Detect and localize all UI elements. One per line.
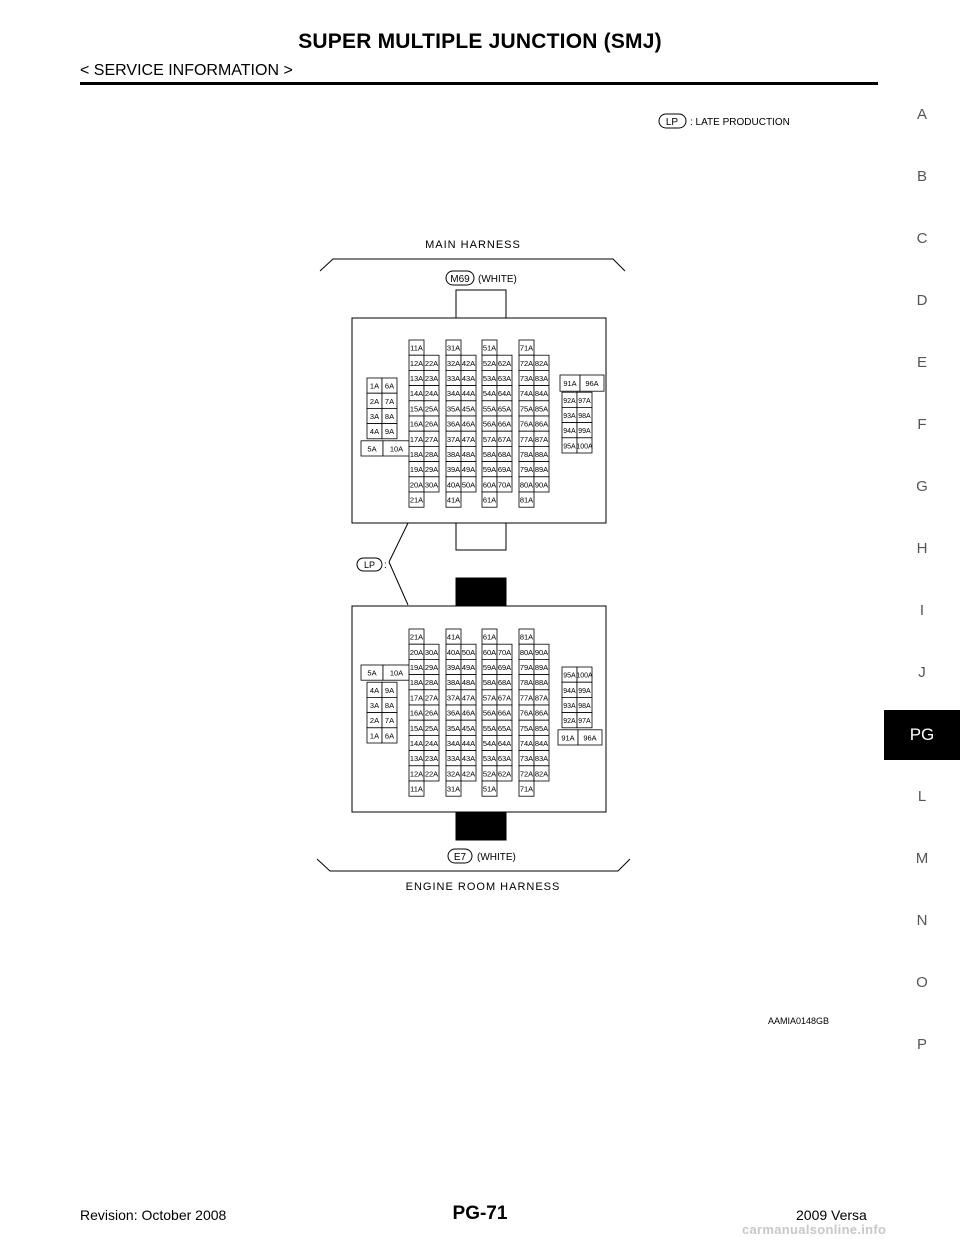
e7-connector-id: E7	[453, 852, 467, 863]
lp-legend	[659, 114, 790, 128]
terminal-label: 7A	[384, 716, 395, 726]
terminal-label: 94A	[563, 687, 576, 695]
terminal-label: 47A	[461, 434, 476, 444]
terminal-label: 88A	[534, 678, 549, 688]
terminal-label: 45A	[461, 404, 476, 414]
terminal-label: 37A	[446, 693, 461, 703]
terminal-label: 75A	[519, 723, 534, 733]
m69-connector-id: M69	[450, 274, 470, 285]
main-harness-outline	[320, 259, 625, 271]
terminal-label: 49A	[461, 663, 476, 672]
terminal-label: 40A	[446, 647, 461, 657]
terminal-label: 89A	[534, 465, 549, 475]
terminal-label: 52A	[482, 769, 497, 779]
revision-date: Revision: October 2008	[80, 1207, 227, 1223]
terminal-label: 1A	[369, 381, 380, 391]
section-index-e[interactable]: E	[916, 354, 927, 371]
terminal-label: 3A	[369, 701, 380, 710]
terminal-label: 16A	[409, 708, 424, 718]
section-index-pg[interactable]: PG	[884, 710, 960, 760]
terminal-label: 73A	[519, 374, 534, 383]
terminal-label: 19A	[409, 663, 424, 672]
terminal-label: 83A	[534, 754, 549, 764]
terminal-label: 4A	[369, 427, 380, 437]
terminal-label: 25A	[424, 404, 439, 414]
terminal-label: 100A	[576, 672, 593, 680]
terminal-label: 57A	[482, 693, 497, 703]
terminal-label: 7A	[384, 396, 395, 406]
terminal-label: 9A	[384, 685, 395, 695]
terminal-label: 84A	[534, 389, 549, 399]
terminal-label: 40A	[446, 480, 461, 490]
e7-connector-label	[448, 849, 516, 863]
terminal-label: 34A	[446, 389, 461, 399]
terminal-label: 17A	[409, 434, 424, 444]
terminal-label: 43A	[461, 754, 476, 764]
section-subtitle: < SERVICE INFORMATION >	[80, 62, 293, 79]
terminal-label: 8A	[384, 412, 395, 421]
terminal-label: 89A	[534, 663, 549, 672]
terminal-label: 92A	[563, 397, 576, 405]
terminal-label: 5A	[367, 444, 377, 454]
terminal-label: 18A	[409, 450, 424, 459]
terminal-label: 95A	[563, 672, 576, 680]
terminal-label: 58A	[482, 678, 497, 688]
terminal-label: 65A	[497, 404, 512, 414]
terminal-label: 50A	[461, 480, 476, 490]
terminal-label: 46A	[461, 419, 476, 429]
terminal-label: 59A	[482, 465, 497, 475]
terminal-label: 6A	[384, 381, 395, 391]
terminal-label: 93A	[563, 413, 576, 420]
figure-id: AAMIA0148GB	[768, 1016, 830, 1026]
terminal-label: 97A	[578, 718, 591, 726]
section-index-l[interactable]: L	[917, 788, 927, 805]
lp-legend-text: : LATE PRODUCTION	[690, 117, 790, 128]
terminal-label: 11A	[410, 343, 423, 353]
terminal-label: 77A	[519, 434, 534, 444]
section-index-h[interactable]: H	[916, 540, 928, 557]
terminal-label: 24A	[424, 739, 439, 748]
section-index-c[interactable]: C	[916, 230, 928, 247]
terminal-label: 76A	[519, 419, 534, 429]
terminal-label: 78A	[519, 678, 534, 688]
terminal-label: 49A	[461, 465, 476, 475]
terminal-label: 66A	[497, 708, 512, 718]
terminal-label: 95A	[563, 443, 576, 451]
terminal-label: 79A	[519, 465, 534, 475]
terminal-label: 57A	[482, 434, 497, 444]
terminal-label: 35A	[446, 404, 461, 414]
terminal-label: 63A	[497, 374, 512, 383]
terminal-label: 18A	[409, 678, 424, 688]
terminal-label: 70A	[497, 480, 512, 490]
terminal-label: 28A	[424, 678, 439, 688]
e7-connector-color: (WHITE)	[477, 852, 516, 863]
terminal-label: 60A	[482, 647, 497, 657]
terminal-label: 75A	[519, 404, 534, 414]
terminal-label: 45A	[461, 723, 476, 733]
terminal-label: 59A	[482, 663, 497, 672]
terminal-label: 4A	[369, 685, 380, 695]
terminal-label: 61A	[482, 632, 497, 642]
terminal-label: 91A	[563, 379, 577, 389]
terminal-label: 73A	[519, 754, 534, 764]
terminal-label: 55A	[482, 404, 497, 414]
terminal-label: 51A	[482, 343, 497, 353]
terminal-label: 51A	[482, 784, 497, 794]
terminal-label: 50A	[461, 647, 476, 657]
vehicle-model: 2009 Versa	[796, 1207, 867, 1223]
engine-harness-outline	[317, 859, 630, 871]
terminal-label: 26A	[424, 419, 439, 429]
watermark-text: carmanualsonline.info	[742, 1222, 887, 1237]
terminal-label: 12A	[409, 769, 424, 779]
terminal-label: 38A	[446, 450, 461, 459]
lp-callout-colon: :	[384, 560, 387, 571]
terminal-label: 58A	[482, 450, 497, 459]
terminal-label: 47A	[461, 693, 476, 703]
terminal-label: 15A	[409, 723, 424, 733]
terminal-label: 30A	[424, 647, 439, 657]
page-number: PG-71	[452, 1203, 508, 1224]
terminal-label: 91A	[561, 733, 575, 743]
terminal-label: 39A	[446, 465, 461, 475]
terminal-label: 24A	[424, 389, 439, 399]
m69-connector-color: (WHITE)	[478, 274, 517, 285]
terminal-label: 98A	[578, 413, 591, 420]
terminal-label: 9A	[384, 427, 395, 437]
terminal-label: 79A	[519, 663, 534, 672]
terminal-label: 97A	[578, 397, 591, 405]
terminal-label: 85A	[534, 404, 549, 414]
terminal-label: 92A	[563, 718, 576, 726]
engine-harness-label: ENGINE ROOM HARNESS	[405, 881, 561, 893]
terminal-label: 10A	[389, 444, 404, 454]
section-index-d[interactable]: D	[916, 292, 928, 309]
terminal-label: 63A	[497, 754, 512, 764]
terminal-label: 85A	[534, 723, 549, 733]
e7-bottom-tab	[456, 812, 506, 840]
section-index-a[interactable]: A	[916, 106, 927, 123]
terminal-label: 93A	[563, 703, 576, 710]
terminal-label: 32A	[446, 769, 461, 779]
terminal-label: 5A	[367, 668, 377, 678]
terminal-label: 13A	[409, 754, 424, 764]
terminal-label: 15A	[409, 404, 424, 414]
terminal-label: 52A	[482, 358, 497, 368]
terminal-label: 90A	[534, 647, 549, 657]
section-index-n[interactable]: N	[916, 912, 928, 929]
section-index-g[interactable]: G	[916, 478, 928, 495]
terminal-label: 56A	[482, 419, 497, 429]
terminal-label: 3A	[369, 412, 380, 421]
terminal-label: 80A	[519, 647, 534, 657]
terminal-label: 22A	[424, 769, 439, 779]
terminal-label: 25A	[424, 723, 439, 733]
terminal-label: 71A	[519, 784, 534, 794]
terminal-label: 54A	[482, 739, 497, 748]
terminal-label: 96A	[585, 379, 599, 389]
terminal-label: 16A	[409, 419, 424, 429]
terminal-label: 83A	[534, 374, 549, 383]
terminal-label: 32A	[446, 358, 461, 368]
terminal-label: 99A	[578, 687, 591, 695]
terminal-label: 72A	[519, 769, 534, 779]
terminal-label: 30A	[424, 480, 439, 490]
terminal-label: 76A	[519, 708, 534, 718]
terminal-label: 31A	[446, 343, 461, 353]
terminal-label: 56A	[482, 708, 497, 718]
terminal-label: 69A	[497, 663, 512, 672]
terminal-label: 41A	[446, 632, 461, 642]
terminal-label: 86A	[534, 419, 549, 429]
terminal-label: 96A	[583, 733, 597, 743]
terminal-label: 34A	[446, 739, 461, 748]
terminal-label: 17A	[409, 693, 424, 703]
terminal-label: 54A	[482, 389, 497, 399]
section-index-p[interactable]: P	[916, 1036, 927, 1053]
terminal-label: 21A	[409, 495, 424, 505]
terminal-label: 87A	[534, 434, 549, 444]
terminal-label: 71A	[519, 343, 534, 353]
terminal-label: 20A	[409, 647, 424, 657]
terminal-label: 84A	[534, 739, 549, 748]
terminal-label: 81A	[519, 495, 534, 505]
terminal-label: 64A	[497, 739, 512, 748]
terminal-label: 29A	[424, 465, 439, 475]
terminal-label: 36A	[446, 419, 461, 429]
terminal-label: 1A	[369, 731, 380, 741]
terminal-label: 82A	[534, 769, 549, 779]
main-harness-label: MAIN HARNESS	[425, 239, 521, 251]
terminal-label: 19A	[409, 465, 424, 475]
terminal-label: 27A	[424, 693, 439, 703]
terminal-label: 35A	[446, 723, 461, 733]
terminal-label: 64A	[497, 389, 512, 399]
terminal-label: 67A	[497, 434, 512, 444]
e7-top-tab	[456, 578, 506, 606]
terminal-label: 100A	[576, 443, 593, 451]
terminal-label: 41A	[446, 495, 461, 505]
terminal-label: 53A	[482, 754, 497, 764]
terminal-label: 99A	[578, 428, 591, 436]
terminal-label: 98A	[578, 703, 591, 710]
section-index-m[interactable]: M	[915, 850, 929, 867]
terminal-label: 14A	[409, 389, 424, 399]
section-index-b[interactable]: B	[916, 168, 927, 185]
m69-bottom-tab	[456, 523, 506, 550]
terminal-label: 31A	[446, 784, 461, 794]
terminal-label: 37A	[446, 434, 461, 444]
terminal-label: 60A	[482, 480, 497, 490]
terminal-label: 44A	[461, 389, 476, 399]
terminal-label: 29A	[424, 663, 439, 672]
terminal-label: 6A	[384, 731, 395, 741]
terminal-label: 48A	[461, 678, 476, 688]
terminal-label: 68A	[497, 450, 512, 459]
terminal-label: 88A	[534, 450, 549, 459]
terminal-label: 11A	[410, 784, 423, 794]
terminal-label: 65A	[497, 723, 512, 733]
lp-callout	[357, 523, 408, 605]
terminal-label: 44A	[461, 739, 476, 748]
section-index-i[interactable]: I	[919, 602, 925, 619]
terminal-label: 23A	[424, 374, 439, 383]
terminal-label: 21A	[409, 632, 424, 642]
section-index-o[interactable]: O	[916, 974, 928, 991]
terminal-label: 94A	[563, 428, 576, 436]
terminal-label: 36A	[446, 708, 461, 718]
terminal-label: 90A	[534, 480, 549, 490]
terminal-label: 28A	[424, 450, 439, 459]
terminal-label: 42A	[461, 769, 476, 779]
terminal-label: 2A	[369, 716, 380, 726]
terminal-label: 55A	[482, 723, 497, 733]
terminal-label: 10A	[389, 668, 404, 678]
terminal-label: 62A	[497, 769, 512, 779]
page-title: SUPER MULTIPLE JUNCTION (SMJ)	[298, 30, 662, 53]
terminal-label: 14A	[409, 739, 424, 748]
section-index-j[interactable]: J	[918, 664, 926, 681]
terminal-label: 38A	[446, 678, 461, 688]
terminal-label: 61A	[482, 495, 497, 505]
terminal-label: 42A	[461, 358, 476, 368]
terminal-label: 77A	[519, 693, 534, 703]
terminal-label: 82A	[534, 358, 549, 368]
terminal-label: 23A	[424, 754, 439, 764]
m69-top-tab	[456, 290, 506, 318]
terminal-label: 68A	[497, 678, 512, 688]
terminal-label: 12A	[409, 358, 424, 368]
terminal-label: 81A	[519, 632, 534, 642]
terminal-label: 72A	[519, 358, 534, 368]
lp-legend-symbol: LP	[665, 117, 679, 128]
terminal-label: 67A	[497, 693, 512, 703]
terminal-label: 53A	[482, 374, 497, 383]
terminal-label: 78A	[519, 450, 534, 459]
terminal-label: 26A	[424, 708, 439, 718]
m69-connector-label	[446, 271, 517, 285]
terminal-label: 22A	[424, 358, 439, 368]
terminal-label: 8A	[384, 701, 395, 710]
terminal-label: 43A	[461, 374, 476, 383]
terminal-label: 74A	[519, 739, 534, 748]
terminal-label: 13A	[409, 374, 424, 383]
terminal-label: 70A	[497, 647, 512, 657]
terminal-label: 80A	[519, 480, 534, 490]
section-index-f[interactable]: F	[917, 416, 927, 433]
terminal-label: 62A	[497, 358, 512, 368]
terminal-label: 33A	[446, 754, 461, 764]
lp-callout-symbol: LP	[363, 560, 376, 570]
terminal-label: 66A	[497, 419, 512, 429]
terminal-label: 27A	[424, 434, 439, 444]
terminal-label: 46A	[461, 708, 476, 718]
terminal-label: 48A	[461, 450, 476, 459]
terminal-label: 2A	[369, 396, 380, 406]
terminal-label: 69A	[497, 465, 512, 475]
terminal-label: 20A	[409, 480, 424, 490]
terminal-label: 33A	[446, 374, 461, 383]
terminal-label: 87A	[534, 693, 549, 703]
terminal-label: 39A	[446, 663, 461, 672]
terminal-label: 86A	[534, 708, 549, 718]
terminal-label: 74A	[519, 389, 534, 399]
